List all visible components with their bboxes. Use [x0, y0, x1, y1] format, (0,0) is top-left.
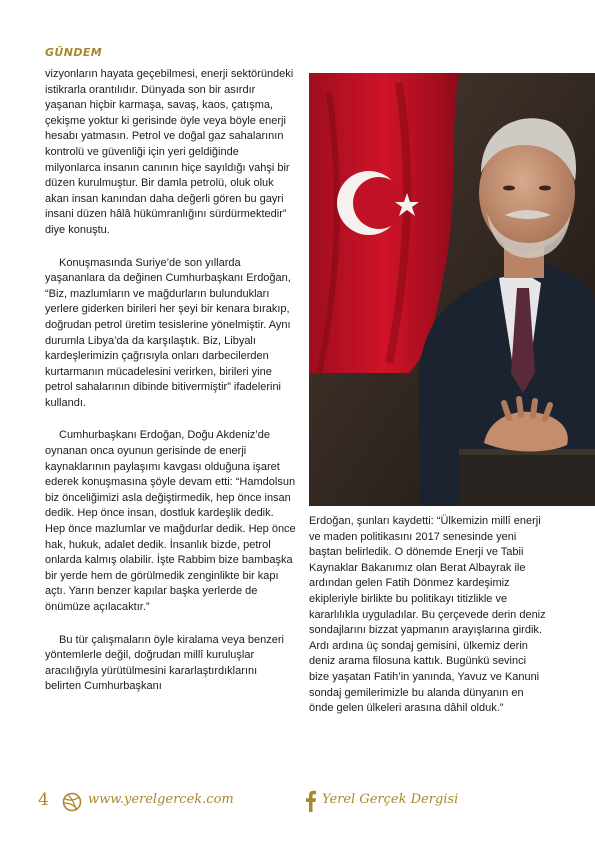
- facebook-icon: [304, 790, 317, 812]
- paragraph: vizyonların hayata geçebilmesi, enerji sektöründeki istikrarla orantılıdır. Dünyada son bir asırdır yaşanan hiçbir karmaşa, savaş, kaos, çatışma, çekişme yoktur ki gerisinde öyle veya böyle enerji hesabı yatmasın. Petrol ve doğal gaz sahalarının kontrolü ve güvenliği için yeri geldiğinde milyonlarca insanın canının hiçe sayıldığı vahşi bir düzen kurulmuştur. Bir damla petrolü, oluk oluk akan insan kanından daha değerli gören bu gayri insani düzen hâlâ hükümranlığını sürdürmektedir” diye konuştu.: [45, 68, 294, 236]
- paragraph: Cumhurbaşkanı Erdoğan, Doğu Akdeniz’de oynanan onca oyunun gerisinde de enerji kaynaklarının paylaşımı kavgası olduğuna işaret ederek konuşmasına şöyle devam etti: “Hamdolsun biz önceliğimizi asla değiştirmedik, hep önce insan dedik. Hep önce insan, dostluk kardeşlik dedik. Hep önce mazlumlar ve mağdurlar dedik. Hep önce hak, hukuk, adalet dedik. İnsanlık bizde, petrol onlarda kalmış olabilir. İşte Rabbim bize bambaşka bir yerde hem de görülmedik zenginlikte bir kapı açtı. Yarın benzer kapılar başka yerlerde de önümüze açılacaktır.”: [45, 429, 296, 613]
- paragraph: Konuşmasında Suriye’de son yıllarda yaşananlara da değinen Cumhurbaşkanı Erdoğan, “Biz, mazlumların ve mağdurların bulundukları yerlere giderken birileri her şeyi bir kenara bırakıp, doğrudan petrol üretim tesislerine yönelmiştir. Aynı durumla Libya’da da karşılaştık. Biz, Libyalı kardeşlerimizin çağrısıyla onları darbecilerden kurtarmanın mücadelesini verirken, birileri yine petrol sahalarının dibinde bitivermiştir” ifadelerini kullandı.: [45, 256, 291, 409]
- section-label: GÜNDEM: [45, 46, 103, 59]
- left-column: [45, 67, 296, 695]
- page-number: 4: [38, 790, 49, 810]
- right-column: [309, 514, 549, 717]
- dribbble-ball-icon: [62, 792, 82, 812]
- paragraph: Erdoğan, şunları kaydetti: “Ülkemizin millî enerji ve maden politikasını 2017 senesinde yeni baştan belirledik. O dönemde Enerji ve Tabii Kaynaklar Bakanımız olan Berat Albayrak ile ardından gelen Fatih Dönmez kardeşimiz ekipleriyle birlikte bu politikayı titizlikle ve kararlılıkla uyguladılar. Bu çerçevede derin deniz sondajlarını bizzat yapmanın arayışlarına girdik. Ardı ardına üç sondaj gemisini, ülkemiz derin deniz arama filosuna kattık. Bugünkü sevinci bize yaşatan Fatih’in yanında, Yavuz ve Kanuni sondaj gemilerimizle bu alanda dünyanın en önde gelen ülkeleri arasına dâhil olduk.”: [309, 515, 546, 715]
- speaker-photo-illustration: [309, 73, 595, 506]
- paragraph: Bu tür çalışmaların öyle kiralama veya benzeri yöntemlerle değil, doğrudan millî kuruluşlar aracılığıyla yürütülmesini kararlaştırdıklarını belirten Cumhurbaşkanı: [45, 633, 284, 693]
- speaker-photo: [309, 73, 595, 506]
- footer: [0, 790, 595, 814]
- website-link[interactable]: www.yerelgercek.com: [88, 792, 234, 807]
- magazine-name[interactable]: Yerel Gerçek Dergisi: [322, 792, 459, 807]
